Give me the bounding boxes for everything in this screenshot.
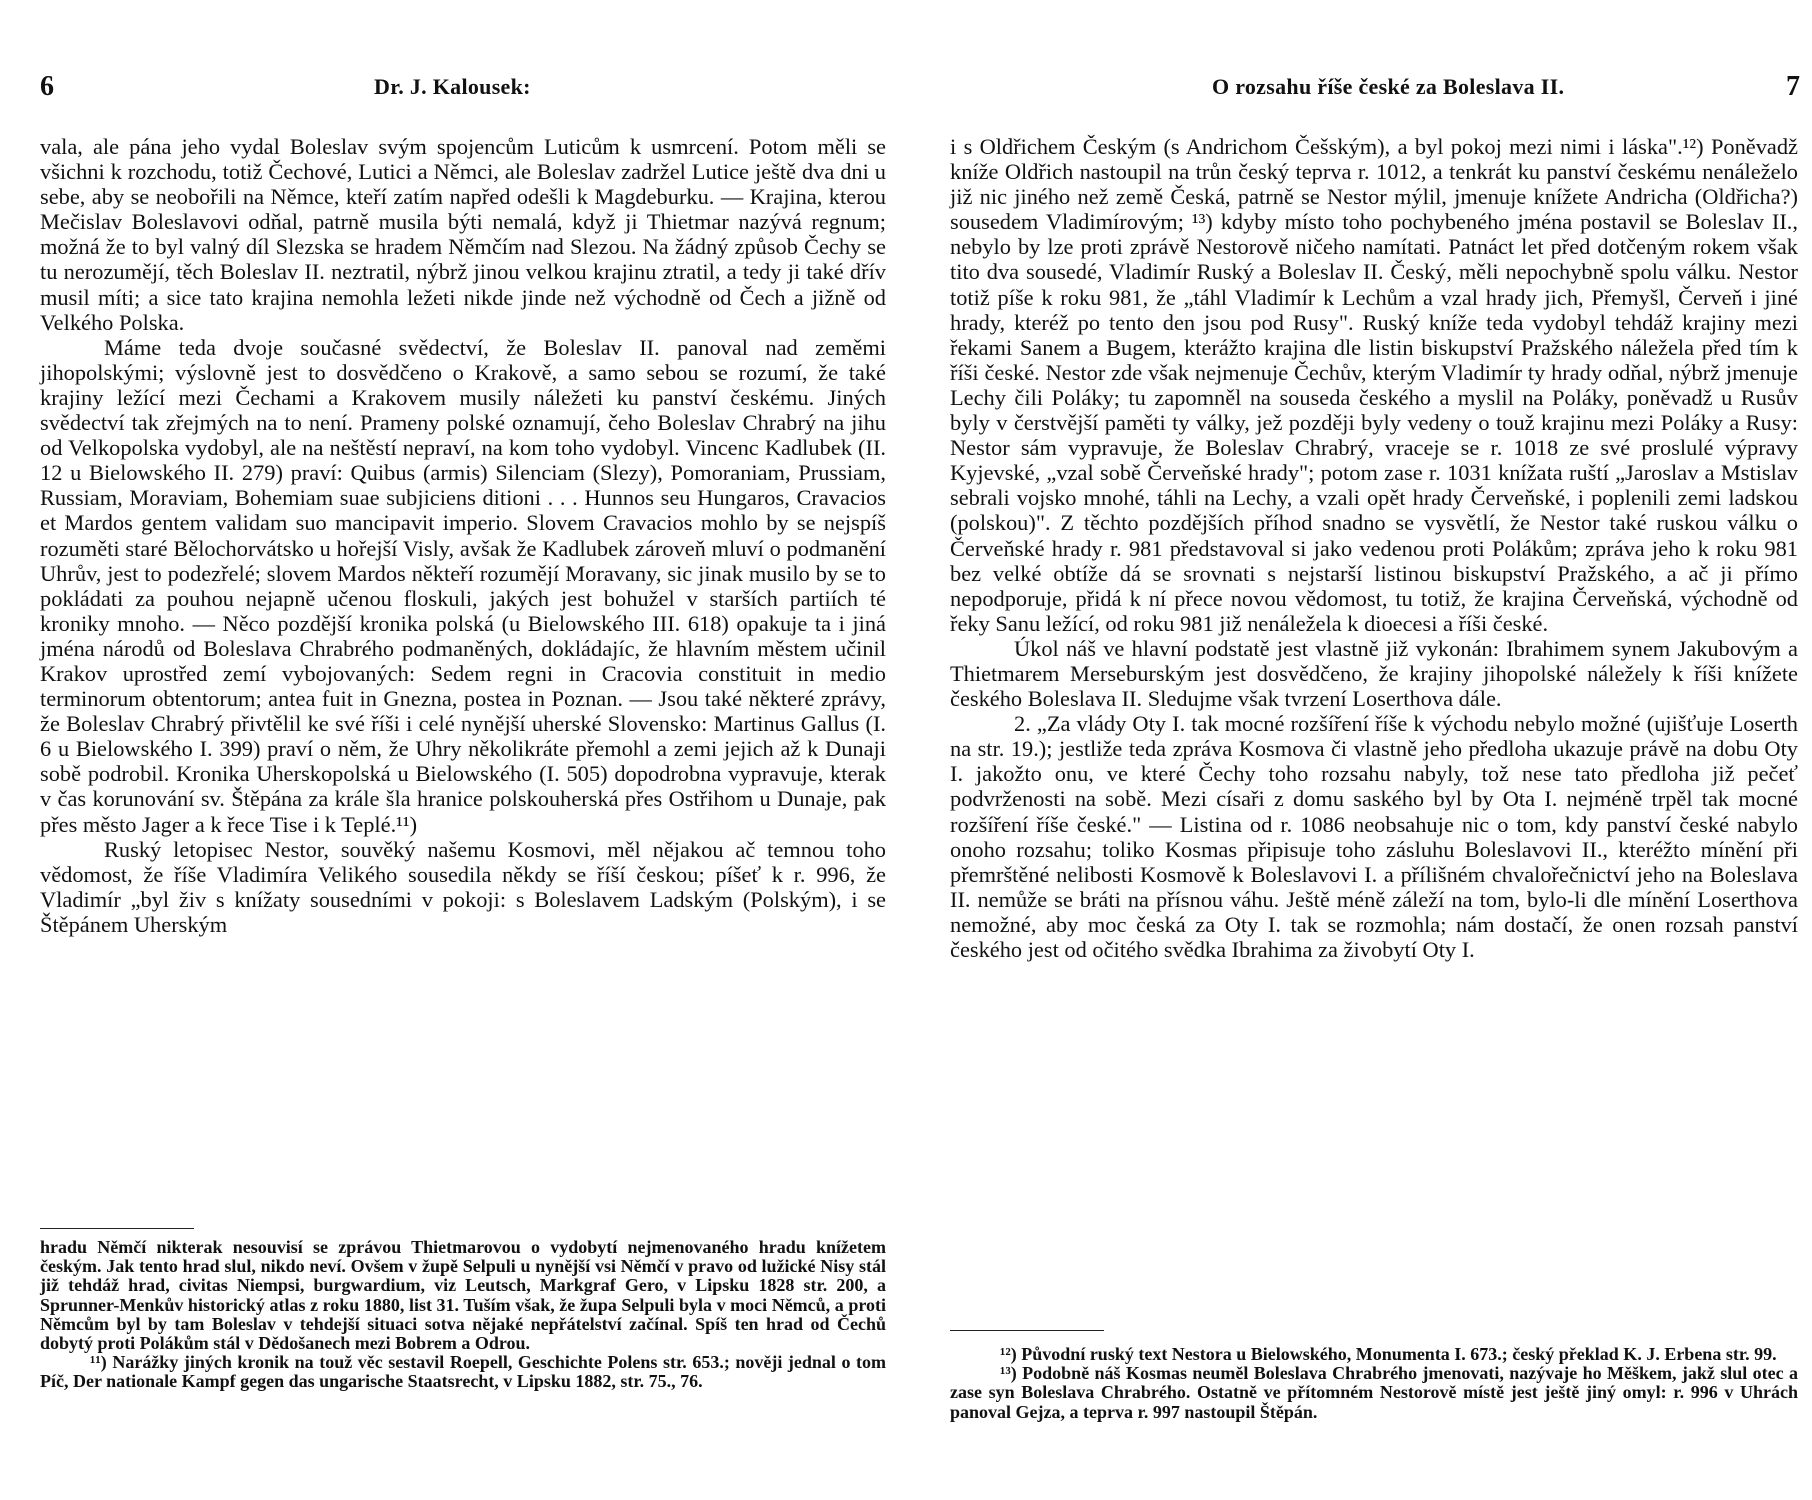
paragraph: vala, ale pána jeho vydal Boleslav svým spojencům Luticům k usmrcení. Potom měli se všichni k rozchodu, totiž Čechové, Lutici a Němci, ale Boleslav zadržel Lutice ještě dva dni u sebe, aby se neobořili na Němce, kteří zatím napřed odešli k Magdeburku. — Krajina, kterou Mečislav Boleslavovi odňal, patrně musila býti nemalá, když ji Thietmar nazývá regnum; možná že to byl valný díl Slezska se hradem Němčím nad Slezou. Na žádný způsob Čechy se tu nerozumějí, těch Boleslav II. neztratil, nýbrž jinou velkou krajinu ztratil, a tedy ji také dřív musil míti; a sice tato krajina nemohla ležeti nikde jinde než východně od Čech a jižně od Velkého Polska. [40, 134, 886, 335]
footnote-divider [950, 1330, 1104, 1331]
right-page [906, 0, 1812, 1500]
running-title-article: O rozsahu říše české za Boleslava II. [1212, 74, 1565, 99]
paragraph: Úkol náš ve hlavní podstatě jest vlastně již vykonán: Ibrahimem synem Jakubovým a Thietmarem Merseburským jest dosvědčeno, že krajiny jihopolské náležely k říši knížete českého Boleslava II. Sledujme však tvrzení Loserthova dále. [950, 635, 1798, 712]
footnote: ¹¹) Narážky jiných kronik na touž věc sestavil Roepell, Geschichte Polens str. 653.; nověji jednal o tom Píč, Der nationale Kampf gegen das ungarische Staatsrecht, v Lipsku 1882, str. 75., 76. [40, 1352, 886, 1392]
paragraph: i s Oldřichem Českým (s Andrichom Češským), a byl pokoj mezi nimi i láska".¹²) Poněvadž kníže Oldřich nastoupil na trůn český teprva r. 1012, a tenkrát ku panství českému nenáleželo již nic jiného než země Česká, patrně se Nestor mýlil, jmenuje knížete Andricha (Oldřicha?) sousedem Vladimírovým; ¹³) kdyby místo toho pochybeného jména postavil se Boleslav II., nebylo by lze proti zprávě Nestorově ničeho namítati. Patnáct let před dotčeným rokem však tito dva sousedé, Vladimír Ruský a Boleslav II. Český, měli nepochybně spolu válku. Nestor totiž píše k roku 981, že „táhl Vladimír k Lechům a vzal hrady jich, Přemyšl, Červeň i jiné hrady, kteréž po tento den jsou pod Rusy". Ruský kníže teda vydobyl tehdáž krajiny mezi řekami Sanem a Bugem, kterážto krajina dle listin biskupství Pražského náležela před tím k říši české. Nestor zde však nejmenuje Čechův, kterým Vladimír ty hrady odňal, nýbrž jmenuje Lechy čili Poláky; tu zapomněl na souseda českého a myslil na Poláky, poněvadž u Rusův byly v čerstvější paměti ty války, jež později byly vedeny o touž krajinu mezi Poláky a Rusy: Nestor sám vypravuje, že Boleslav Chrabrý, vraceje se r. 1018 ze své proslulé výpravy Kyjevské, „vzal sobě Červeňské hrady"; potom zase r. 1031 knížata ruští „Jaroslav a Mstislav sebrali vojsko mnohé, táhli na Lechy, a vzali opět hrady Červeňské, i poplenili zemi ladskou (polskou)". Z těchto pozdějších příhod snadno se vysvětlí, že Nestor také ruskou válku o Červeňské hrady r. 981 představoval si jako vedenou proti Polákům; zpráva jeho k roku 981 bez velké obtíže dá se srovnati s nejstarší listinou biskupství Pražského, a ač ji přímo nepodporuje, přidá k ní přece novou vědomost, tu totiž, že krajina Červeňská, východně od řeky Sanu ležící, od roku 981 již nenáležela k dioecesi a říši české. [950, 134, 1798, 636]
footnote-divider [40, 1228, 194, 1229]
footnotes [950, 1345, 1798, 1422]
body-text [40, 134, 886, 937]
footnote: hradu Němčí nikterak nesouvisí se zprávou Thietmarovou o vydobytí nejmenovaného hradu knížetem českým. Jak tento hrad slul, nikdo neví. Ovšem v župě Selpuli u nynější vsi Němčí v pravo od lužické Nisy stál již tehdáž hrad, civitas Niempsi, burgwardium, viz Leutsch, Markgraf Gero, v Lipsku 1828 str. 200, a Sprunner-Menkův historický atlas z roku 1880, list 31. Tuším však, že župa Selpuli byla v moci Němců, a proti Němcům byl by tam Boleslav v tehdejší situaci sotva nějaké nepřátelství začínal. Spíš ten hrad od Čechů dobytý proti Polákům stál v Dědošanech mezi Bobrem a Odrou. [40, 1237, 886, 1354]
running-head [952, 70, 1800, 104]
footnotes [40, 1238, 886, 1392]
running-title-author: Dr. J. Kalousek: [374, 74, 531, 99]
page-number: 6 [40, 71, 54, 102]
page-number: 7 [1786, 71, 1800, 102]
paragraph: Máme teda dvoje současné svědectví, že Boleslav II. panoval nad zeměmi jihopolskými; výslovně jest to dosvědčeno o Krakově, a samo sebou se rozumí, že také krajiny ležící mezi Čechami a Krakovem musily náležeti ku panství českému. Jiných svědectví tak zřejmých na to není. Prameny polské oznamují, čeho Boleslav Chrabrý na jihu od Velkopolska vydobyl, ale na neštěstí nepraví, na kom toho vydobyl. Vincenc Kadlubek (II. 12 u Bielowského II. 279) praví: Quibus (armis) Silenciam (Slezy), Pomoraniam, Prussiam, Russiam, Moraviam, Bohemiam suae subjiciens ditioni . . . Hunnos seu Hungaros, Cravacios et Mardos gentem validam suo mancipavit imperio. Slovem Cravacios mohlo by se nejspíš rozuměti staré Bělochorvátsko u hořejší Visly, avšak že Kadlubek zároveň mluví o podmanění Uhrův, jest to podezřelé; slovem Mardos někteří rozumějí Moravany, sic jinak musilo by se to pokládati za pouhou nejapně učenou floskuli, jakých jest bohužel v starších partiích té kroniky mnoho. — Něco pozdější kronika polská (u Bielowského III. 618) opakuje ta i jiná jména národů od Boleslava Chrabrého podmaněných, dokládajíc, že hlavním městem učinil Krakov uprostřed zemí vybojovaných: Sedem regni in Cracovia constituit in medio terminorum obtentorum; antea fuit in Gnezna, postea in Poznan. — Jsou také některé zprávy, že Boleslav Chrabrý přivtělil ke své říši i celé nynější uherské Slovensko: Martinus Gallus (I. 6 u Bielowského I. 399) praví o něm, že Uhry několikráte přemohl a zemi jejich až k Dunaji sobě podrobil. Kronika Uherskopolská u Bielowského (I. 505) dopodrobna vypravuje, kterak v čas korunování sv. Štěpána za krále šla hranice polskouherská přes Ostřihom u Dunaje, pak přes město Jager a k řece Tise i k Teplé.¹¹) [40, 334, 886, 837]
footnote: ¹²) Původní ruský text Nestora u Bielowského, Monumenta I. 673.; český překlad K. J. Erbena str. 99. [1000, 1344, 1777, 1364]
body-text [950, 134, 1798, 962]
paragraph: 2. „Za vlády Oty I. tak mocné rozšíření říše k východu nebylo možné (ujišťuje Loserth na str. 19.); jestliže teda zpráva Kosmova či vlastně jeho předloha ukazuje právě na dobu Oty I. jakožto onu, ve které Čechy toho rozsahu nabyly, tož nese tato předloha již pečeť podvrženosti na sobě. Mezi císaři z domu saského byl by Ota I. nejméně trpěl tak mocné rozšíření říše české." — Listina od r. 1086 neobsahuje nic o tom, kdy panství české nabylo onoho rozsahu; toliko Kosmas připisuje toho zásluhu Boleslavovi II., kteréžto mínění při přemrštěné nelibosti Kosmově k Boleslavovi I. a přílišném chvalořečnictví jeho na Boleslava II. nemůže se bráti na přísnou váhu. Ještě méně záleží na tom, bylo-li dle mínění Loserthova nemožné, aby moc česká za Oty I. tak se rozmohla; nám dostačí, že onen rozsah panství českého jest od očitého svědka Ibrahima za živobytí Oty I. [950, 711, 1798, 962]
running-head [34, 70, 876, 104]
paragraph: Ruský letopisec Nestor, souvěký našemu Kosmovi, měl nějakou ač temnou toho vědomost, že říše Vladimíra Velikého sousedila někdy se říší českou; píšeť k r. 996, že Vladimír „byl živ s knížaty sousedními v pokoji: s Boleslavem Ladským (Polským), i se Štěpánem Uherským [40, 836, 886, 937]
footnote: ¹³) Podobně náš Kosmas neuměl Boleslava Chrabrého jmenovati, nazývaje ho Měškem, jakž slul otec a zase syn Boleslava Chrabrého. Ostatně ve přítomném Nestorově místě jest ještě jiný omyl: r. 996 v Uhrách panoval Gejza, a teprva r. 997 nastoupil Štěpán. [950, 1363, 1798, 1422]
